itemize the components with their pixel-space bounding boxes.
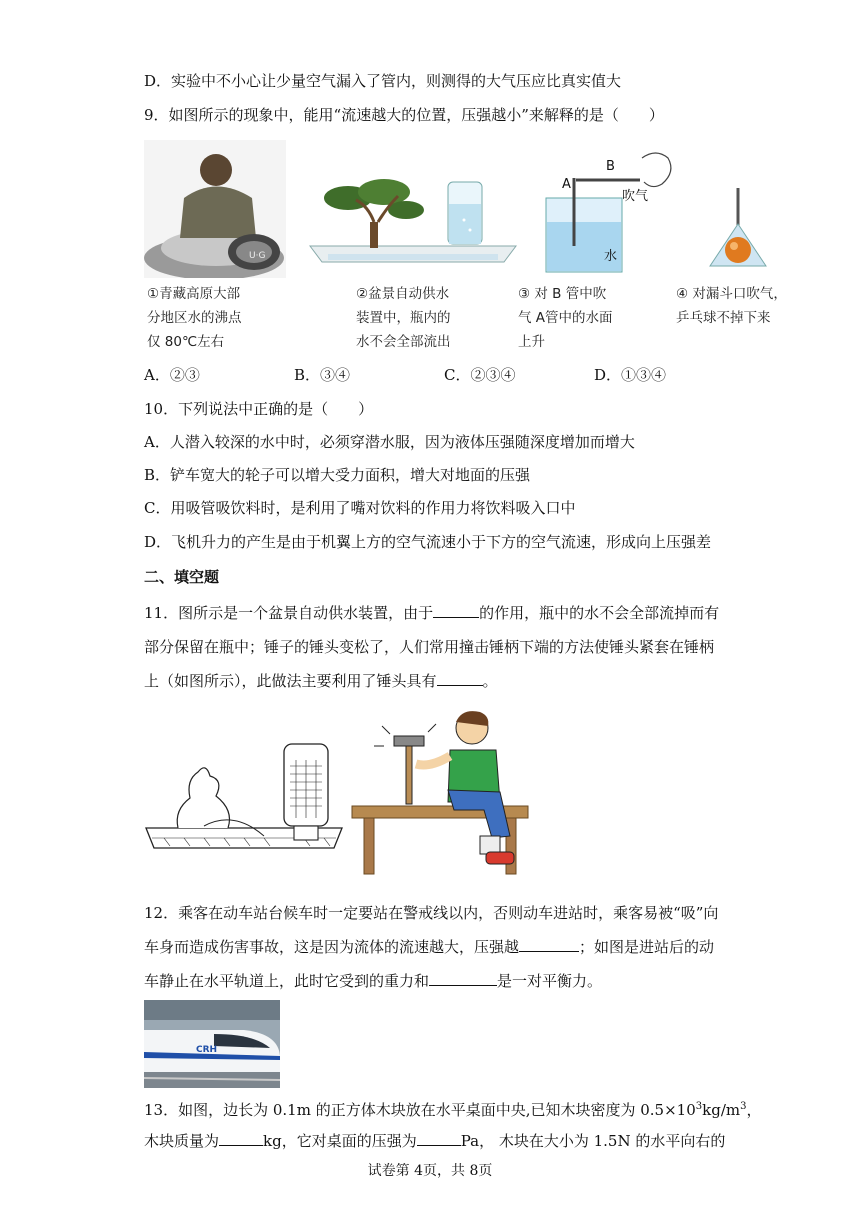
q9-caption-2: ②盆景自动供水 装置中，瓶内的 水不会全部流出 (356, 286, 451, 350)
q11-figure-hammer-boy (350, 706, 530, 878)
q9-figure-plateau-cooking (144, 140, 286, 278)
q12-text-1: 车身而造成伤害事故，这是因为流体的流速越大，压强越 (144, 938, 520, 956)
q13-text-6: Pa， 木块在大小为 1.5N 的水平向右的 (460, 1132, 726, 1150)
q10-option-b: B．铲车宽大的轮子可以增大受力面积，增大对地面的压强 (144, 466, 531, 484)
q12-figure-crh-train (144, 1000, 280, 1088)
q12-text-3: 车静止在水平轨道上，此时它受到的重力和 (144, 972, 430, 990)
q12-line-3 (144, 970, 602, 992)
q9-figure-bonsai (308, 176, 518, 268)
section-fill-in-blank: 二、填空题 (144, 568, 220, 586)
q10-option-a: A．人潜入较深的水中时，必须穿潜水服，因为液体压强随深度增加而增大 (144, 433, 635, 451)
q12-blank-2[interactable] (429, 971, 497, 986)
q9-caption-3: ③ 对 B 管中吹 气 A管中的水面 上升 (518, 286, 613, 350)
label-a: A (562, 177, 571, 192)
q12-blank-1[interactable] (519, 937, 579, 952)
page-footer: 试卷第 4页，共 8页 (367, 1163, 493, 1179)
q11-text-1: 11．图所示是一个盆景自动供水装置，由于 (144, 604, 434, 622)
q11-line-3 (144, 670, 498, 692)
q12-line-2 (144, 936, 714, 958)
q12-text-4: 是一对平衡力。 (497, 972, 603, 990)
q11-figure-auto-water (144, 740, 344, 852)
q12-line-1: 12．乘客在动车站台候车时一定要站在警戒线以内，否则动车进站时，乘客易被“吸”向 (144, 904, 719, 922)
q11-text-4: 。 (482, 672, 498, 690)
q13-text-3: ， (746, 1101, 762, 1119)
q13-sup-2: 3 (740, 1101, 747, 1112)
q11-blank-2[interactable] (437, 671, 483, 686)
q8-option-d: D．实验中不小心让少量空气漏入了管内，则测得的大气压应比真实值大 (144, 72, 622, 90)
q11-text-2: 的作用，瓶中的水不会全部流掉而有 (479, 604, 720, 622)
q13-text-2: kg/m (702, 1101, 741, 1119)
q9-figure-beaker-straws (530, 138, 680, 278)
q9-caption-4: ④ 对漏斗口吹气， 乒乓球不掉下来 (676, 286, 787, 326)
q13-text-4: 木块质量为 (144, 1132, 220, 1150)
q13-text-1: 13．如图，边长为 0.1m 的正方体木块放在水平桌面中央,已知木块密度为 0.5×10 (144, 1101, 696, 1119)
q13-sup-1: 3 (695, 1101, 703, 1112)
q13-line-2 (144, 1130, 725, 1152)
crh-logo: CRH (196, 1045, 218, 1055)
label-blow: 吹气 (622, 189, 649, 204)
label-b: B (606, 159, 615, 174)
q9-option-d: D．①③④ (594, 366, 667, 384)
q11-line-1 (144, 602, 719, 624)
q11-blank-1[interactable] (433, 603, 479, 618)
svg-text:U·G: U·G (249, 251, 266, 261)
q10-option-d: D．飞机升力的产生是由于机翼上方的空气流速小于下方的空气流速，形成向上压强差 (144, 533, 712, 551)
q13-blank-2[interactable] (417, 1131, 461, 1146)
q11-text-3: 上（如图所示），此做法主要利用了锤头具有 (144, 672, 437, 690)
q9-option-b: B．③④ (294, 366, 351, 384)
label-water: 水 (604, 249, 618, 264)
q9-option-c: C．②③④ (444, 366, 516, 384)
q11-line-2: 部分保留在瓶中；锤子的锤头变松了，人们常用撞击锤柄下端的方法使锤头紧套在锤柄 (144, 638, 715, 656)
q13-text-5: kg，它对桌面的压强为 (263, 1132, 417, 1150)
q9-stem: 9．如图所示的现象中，能用“流速越大的位置，压强越小”来解释的是（ ） (144, 106, 664, 124)
q13-line-1 (144, 1096, 762, 1121)
q12-text-2: ；如图是进站后的动 (579, 938, 715, 956)
q13-blank-1[interactable] (219, 1131, 263, 1146)
q10-stem: 10．下列说法中正确的是（ ） (144, 400, 374, 418)
q10-option-c: C．用吸管吸饮料时，是利用了嘴对饮料的作用力将饮料吸入口中 (144, 499, 576, 517)
q9-caption-1: ①青藏高原大部 分地区水的沸点 仅 80℃左右 (147, 286, 242, 350)
q9-option-a: A．②③ (144, 366, 200, 384)
q9-figure-funnel-ball (690, 186, 790, 274)
